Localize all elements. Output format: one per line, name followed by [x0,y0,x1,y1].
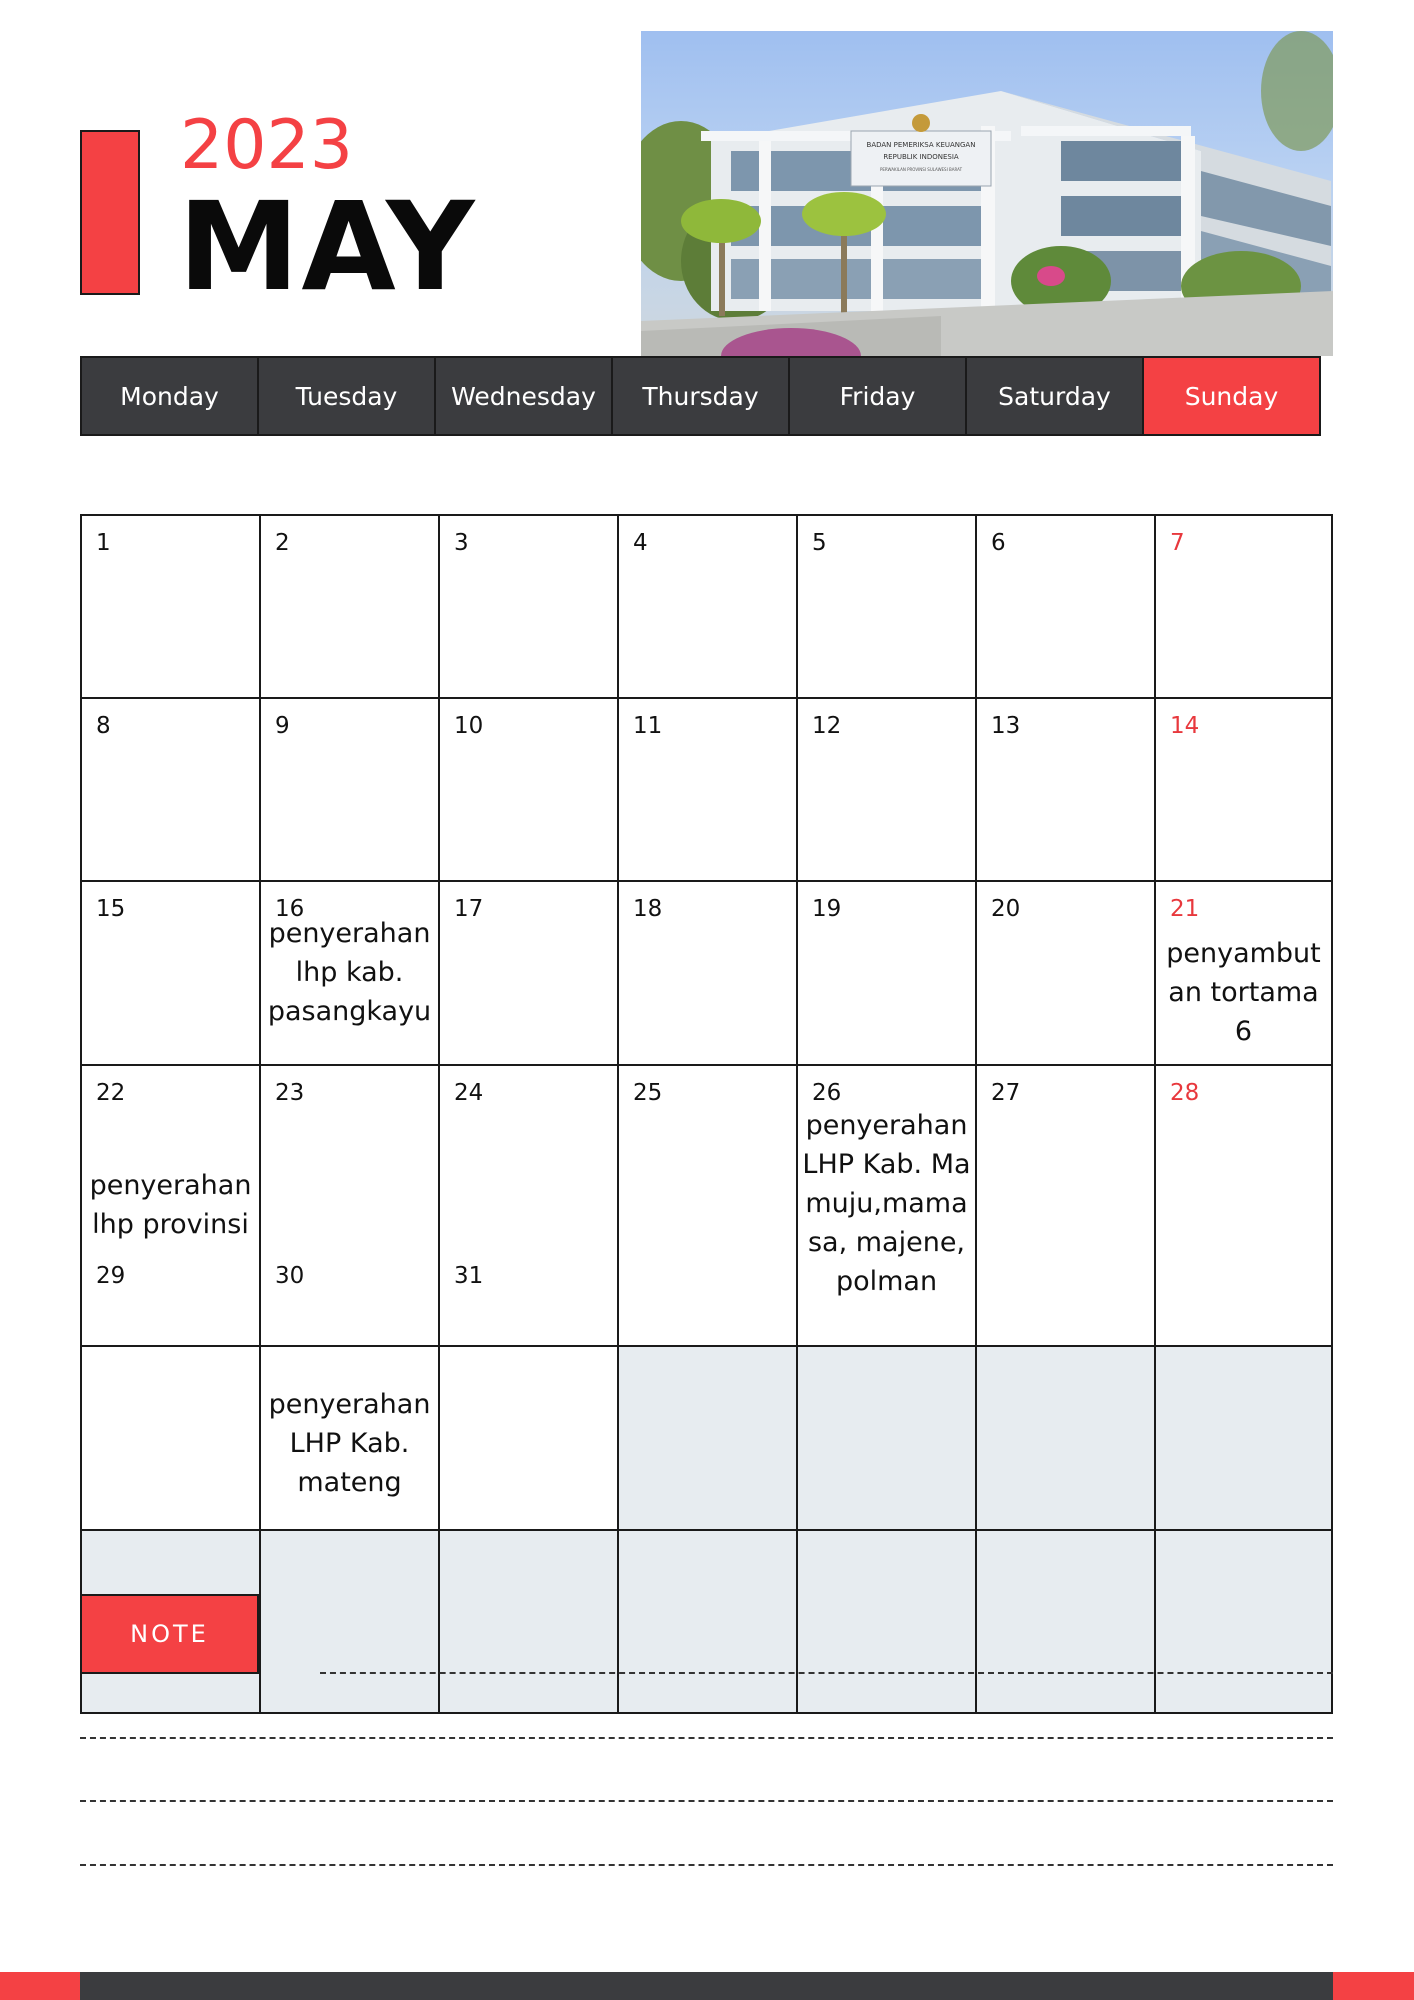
day-number: 17 [454,896,484,922]
note-line[interactable] [320,1672,1333,1674]
empty-cell [617,1345,798,1531]
calendar-year: 2023 [180,106,354,185]
event-may30: penyerahan LHP Kab. mateng [268,1389,431,1498]
day-number: 20 [991,896,1021,922]
day-cell-21[interactable] [1154,880,1333,1066]
day-cell-22-29[interactable] [80,1064,261,1347]
day-cell-11[interactable] [617,697,798,882]
day-number: 6 [991,530,1006,556]
empty-cell [975,1529,1156,1714]
day-number: 29 [96,1263,126,1289]
day-number: 7 [1170,530,1185,556]
note-line[interactable] [80,1864,1333,1866]
day-number: 12 [812,713,842,739]
extra-cell[interactable] [80,1345,261,1531]
day-cell-27[interactable] [975,1064,1156,1347]
day-number: 8 [96,713,111,739]
photo-sign-line2: REPUBLIK INDONESIA [883,153,959,161]
day-cell-19[interactable] [796,880,977,1066]
note-line[interactable] [80,1737,1333,1739]
day-cell-14[interactable] [1154,697,1333,882]
empty-cell [975,1345,1156,1531]
event-may22: penyerahan lhp provinsi [89,1170,252,1240]
day-number: 21 [1170,896,1200,922]
footer-accent-left [0,1972,80,2000]
day-number: 14 [1170,713,1200,739]
weekday-monday: Monday [80,356,259,436]
day-number: 11 [633,713,663,739]
event-may21: penyambutan tortama 6 [1166,938,1321,1047]
day-number: 19 [812,896,842,922]
day-number: 28 [1170,1080,1200,1106]
empty-cell [259,1529,440,1714]
day-cell-16[interactable] [259,880,440,1066]
calendar-month: MAY [178,176,477,318]
footer-bar [80,1972,1333,2000]
empty-cell [796,1345,977,1531]
photo-sign-line1: BADAN PEMERIKSA KEUANGAN [866,141,976,149]
day-cell-20[interactable] [975,880,1156,1066]
day-number: 31 [454,1263,484,1289]
weekday-tuesday: Tuesday [257,356,436,436]
day-number: 1 [96,530,111,556]
day-number: 10 [454,713,484,739]
weekday-wednesday: Wednesday [434,356,613,436]
day-cell-28[interactable] [1154,1064,1333,1347]
weekday-thursday: Thursday [611,356,790,436]
day-cell-2[interactable] [259,514,440,699]
day-cell-18[interactable] [617,880,798,1066]
day-cell-12[interactable] [796,697,977,882]
accent-bar [80,130,140,295]
day-number: 25 [633,1080,663,1106]
weekday-sunday: Sunday [1142,356,1321,436]
day-cell-17[interactable] [438,880,619,1066]
day-cell-10[interactable] [438,697,619,882]
footer-accent-right [1333,1972,1414,2000]
empty-cell [1154,1345,1333,1531]
day-number: 13 [991,713,1021,739]
day-number: 2 [275,530,290,556]
day-number: 26 [812,1080,842,1106]
day-cell-7[interactable] [1154,514,1333,699]
day-number: 18 [633,896,663,922]
day-cell-13[interactable] [975,697,1156,882]
event-may16: penyerahan lhp kab. pasangkayu [267,918,432,1027]
calendar-grid [80,356,1333,1498]
day-number: 23 [275,1080,305,1106]
day-number: 5 [812,530,827,556]
empty-cell [796,1529,977,1714]
day-number: 30 [275,1263,305,1289]
extra-cell-tuesday[interactable] [259,1345,440,1531]
day-cell-23-30[interactable] [259,1064,440,1347]
day-cell-5[interactable] [796,514,977,699]
note-line[interactable] [80,1800,1333,1802]
day-cell-9[interactable] [259,697,440,882]
day-number: 27 [991,1080,1021,1106]
empty-cell [438,1529,619,1714]
extra-cell[interactable] [438,1345,619,1531]
day-cell-15[interactable] [80,880,261,1066]
day-cell-1[interactable] [80,514,261,699]
day-cell-8[interactable] [80,697,261,882]
empty-cell [1154,1529,1333,1714]
day-cell-3[interactable] [438,514,619,699]
photo-sign-line3: PERWAKILAN PROVINSI SULAWESI BARAT [879,167,963,172]
weekday-friday: Friday [788,356,967,436]
day-number: 24 [454,1080,484,1106]
note-label: NOTE [80,1594,259,1674]
day-number: 16 [275,896,305,922]
event-may26: penyerahan LHP Kab. Mamuju,mamasa, majene, polman [802,1110,971,1297]
building-photo [641,31,1333,356]
weekday-saturday: Saturday [965,356,1144,436]
day-number: 22 [96,1080,126,1106]
day-number: 4 [633,530,648,556]
day-cell-24-31[interactable] [438,1064,619,1347]
day-number: 9 [275,713,290,739]
day-number: 3 [454,530,469,556]
day-cell-4[interactable] [617,514,798,699]
weekday-header [80,356,1333,436]
day-cell-26[interactable] [796,1064,977,1347]
day-number: 15 [96,896,126,922]
empty-cell [617,1529,798,1714]
day-cell-25[interactable] [617,1064,798,1347]
day-cell-6[interactable] [975,514,1156,699]
